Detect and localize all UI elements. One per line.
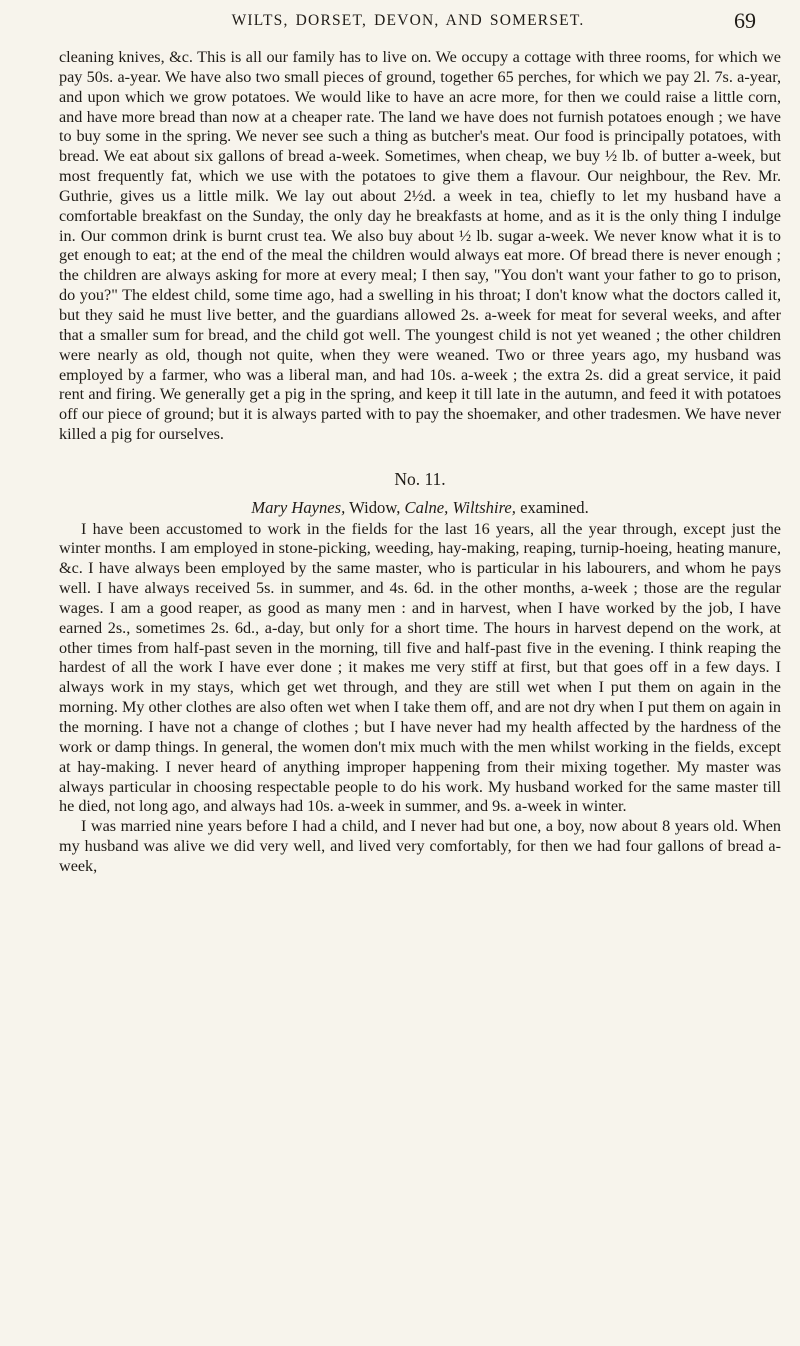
witness-place: Calne, Wiltshire, [404,497,516,517]
witness-line [59,498,781,518]
witness-status: Widow, [345,497,405,517]
paragraph-testimony: I have been accustomed to work in the fields for the last 16 years, all the year through, except just the winter months. I am employed in stone-picking, weeding, hay-making, reaping, turnip-hoeing, heating manure, &c. I have always been employed by the same master, who is particular in his labourers, and whom he pays well. I have always received 5s. in summer, and 4s. 6d. in the other months, a-week ; those are the regular wages. I am a good reaper, as good as many men : and in harvest, when I have worked by the job, I have earned 2s., sometimes 2s. 6d., a-day, but only for a short time. The hours in harvest depend on the work, at other times from half-past seven in the morning, till five and half-past five in the evening. I think reaping the hardest of all the work I have ever done ; it makes me very stiff at first, but that goes off in a few days. I always work in my stays, which get wet through, and they are still wet when I put them on again in the morning. My other clothes are also often wet when I take them off, and are not dry when I put them on again in the morning. I have not a change of clothes ; but I have never had my health affected by the hardness of the work or damp things. In general, the women don't mix much with the men whilst working in the fields, except at hay-making. I never heard of anything improper happening from their mixing together. My master was always particular in choosing respectable people to do his work. My husband worked for the same master till he died, not long ago, and always had 10s. a-week in summer, and 9s. a-week in winter. [59,519,781,816]
running-head [56,8,760,42]
body-text [59,48,781,877]
running-title: WILTS, DORSET, DEVON, AND SOMERSET. [231,12,585,29]
witness-name: Mary Haynes, [251,497,346,517]
section-heading: No. 11. [394,468,446,489]
paragraph-marriage: I was married nine years before I had a child, and I never had but one, a boy, now about 8 years old. When my husband was alive we did very well, and lived very comfortably, for then we had four gallons of bread a-week, [59,817,781,875]
paragraph-continuation: cleaning knives, &c. This is all our family has to live on. We occupy a cottage with three rooms, for which we pay 50s. a-year. We have also two small pieces of ground, together 65 perches, for which we pay 2l. 7s. a-year, and upon which we grow potatoes. We would like to have an acre more, for then we could raise a little corn, and have more bread than now at a cheaper rate. The land we have does not furnish potatoes enough ; we have to buy some in the spring. We never see such a thing as butcher's meat. Our food is principally potatoes, with bread. We eat about six gallons of bread a-week. Sometimes, when cheap, we buy ½ lb. of butter a-week, but most frequently fat, which we use with the potatoes to give them a flavour. Our neighbour, the Rev. Mr. Guthrie, gives us a little milk. We lay out about 2½d. a week in tea, chiefly to let my husband have a comfortable breakfast on the Sunday, the only day he breakfasts at home, and as it is the only thing I indulge in. Our common drink is burnt crust tea. We also buy about ½ lb. sugar a-week. We never know what it is to get enough to eat; at the end of the meal the children would always eat more. Of bread there is never enough ; the children are always asking for more at every meal; I then say, "You don't want your father to go to prison, do you?" The eldest child, some time ago, had a swelling in his throat; I don't know what the doctors called it, but they said he must live better, and the guardians allowed 2s. a-week for meat for several weeks, and after that a smaller sum for bread, and the child got well. The youngest child is not yet weaned ; the other children were nearly as old, though not quite, when they were weaned. Two or three years ago, my husband was employed by a farmer, who was a liberal man, and had 10s. a-week ; the extra 2s. did a great service, it paid rent and firing. We generally get a pig in the spring, and keep it till late in the autumn, and feed it with potatoes off our piece of ground; but it is always parted with to pay the shoemaker, and other tradesmen. We have never killed a pig for ourselves. [59,48,781,444]
page-number: 69 [734,8,756,33]
witness-suffix: examined. [515,497,589,517]
